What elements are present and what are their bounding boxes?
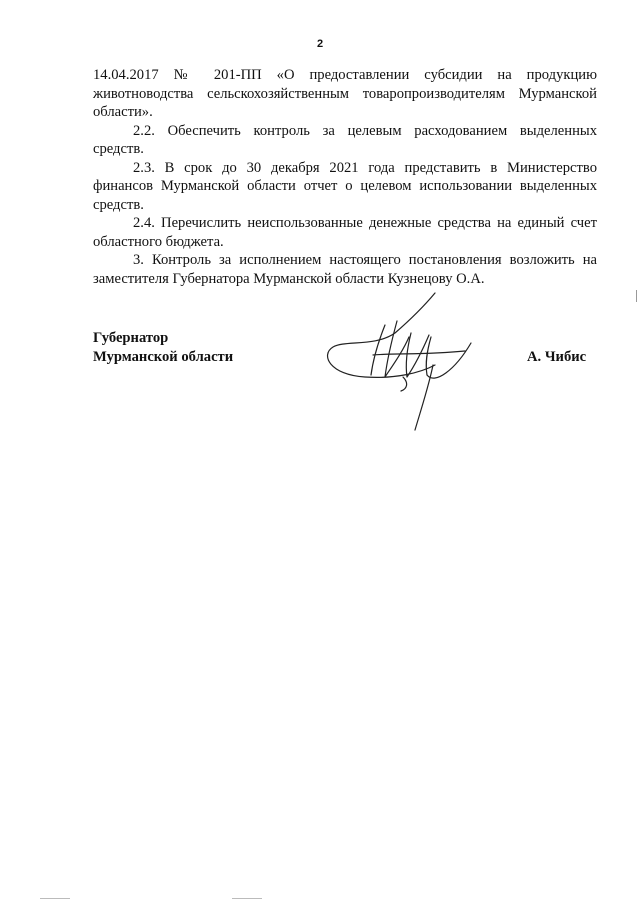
handwritten-signature (315, 285, 475, 435)
signatory-title-line-2: Мурманской области (93, 349, 234, 365)
scan-bottom-mark-left (40, 898, 70, 899)
signer-name: А. Чибис (527, 349, 587, 365)
scan-edge-mark (636, 290, 637, 302)
paragraph-2-3: 2.3. В срок до 30 декабря 2021 года представить в Министерство финансов Мурманской области отчет о целевом использовании выделенных средств. (93, 159, 597, 213)
signatory-title-line-1: Губернатор (93, 330, 169, 346)
signatory-title (93, 329, 233, 367)
paragraph-2-2: 2.2. Обеспечить контроль за целевым расходованием выделенных средств. (93, 122, 597, 157)
paragraph-continuation: 14.04.2017 № 201-ПП «О предоставлении субсидии на продукцию животноводства сельскохозяйственным товаропроизводителям Мурманской области». (93, 67, 597, 120)
page-number: 2 (316, 38, 324, 50)
paragraph-2-4: 2.4. Перечислить неиспользованные денежные средства на единый счет областного бюджета. (93, 215, 597, 250)
scan-bottom-mark-center (232, 898, 262, 899)
paragraph-3: 3. Контроль за исполнением настоящего постановления возложить на заместителя Губернатора Мурманской области Кузнецову О.А. (93, 252, 597, 287)
document-body (93, 66, 597, 288)
